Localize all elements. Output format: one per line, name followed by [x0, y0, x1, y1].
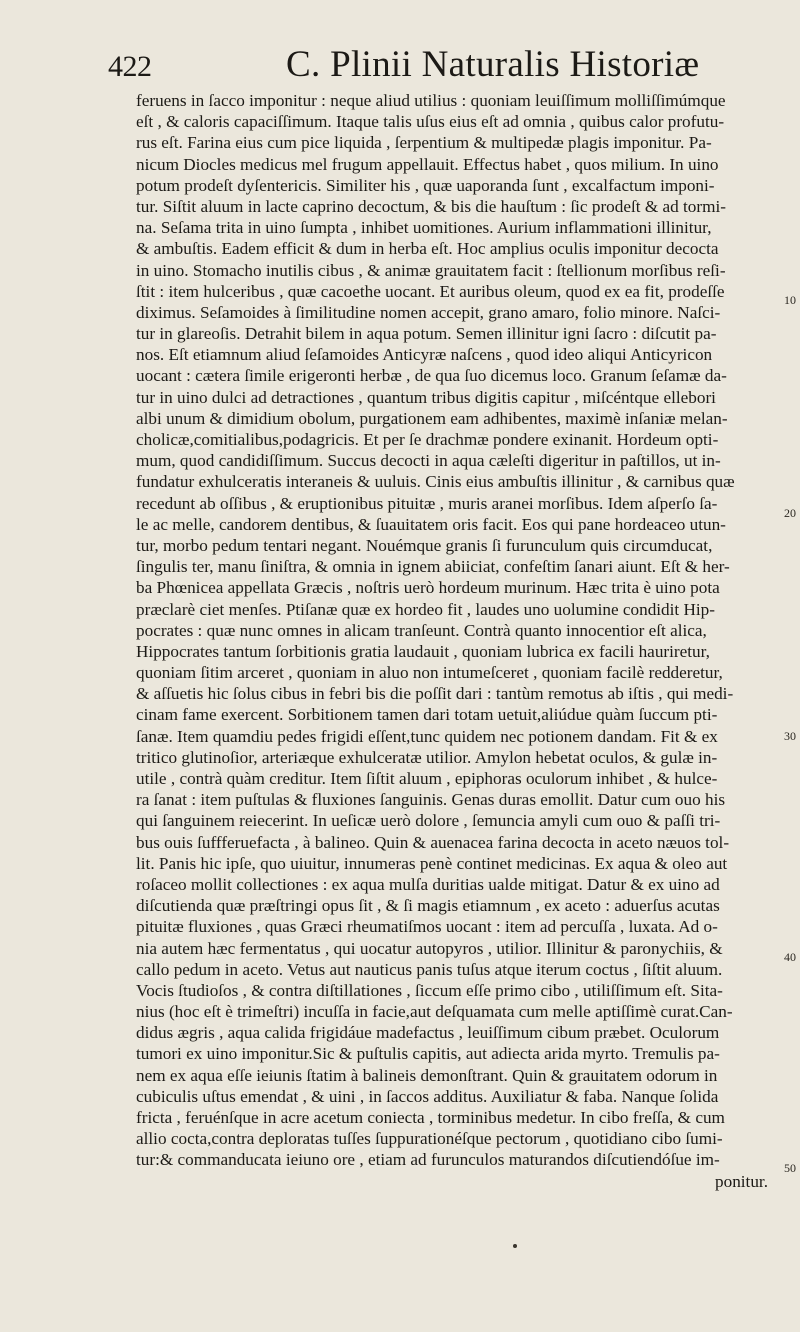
text-line: potum prodeſt dyſentericis. Similiter his , quæ uaporanda ſunt , excalfactum imponi-	[136, 175, 715, 195]
text-line: uocant : cætera ſimile erigeronti herbæ , de qua ſuo dicemus loco. Granum ſeſamæ da-	[136, 366, 727, 386]
body-text	[136, 90, 776, 1192]
text-line: roſaceo mollit collectiones : ex aqua mulſa duritias ualde mitigat. Datur & ex uino ad	[136, 874, 720, 894]
text-line: ra ſanat : item puſtulas & fluxiones ſanguinis. Genas duras emollit. Datur cum ouo his	[136, 790, 726, 810]
line-number-30: 30	[784, 729, 796, 743]
text-line: ſtit : item hulceribus , quæ cacoethe uocant. Et auribus oleum, quod ex ea fit, prodeſſe	[136, 281, 725, 301]
text-line: diſcutienda quæ præſtringi opus ſit , & ſi magis etiamnum , ex aceto : aduerſus acutas	[136, 896, 720, 916]
text-line: didus ægris , aqua calida frigidáue madefactus , leuiſſimum cibum præbet. Oculorum	[136, 1023, 720, 1043]
text-line: diximus. Seſamoides à ſimilitudine nomen accepit, grano amaro, folio minore. Naſci-	[136, 302, 721, 322]
text-line: tur, morbo pedum tentari negant. Nouémque granis ſi furunculum quis circumducat,	[136, 535, 713, 555]
text-line: lit. Panis hic ipſe, quo uiuitur, innumeras penè continet medicinas. Ex aqua & oleo aut	[136, 853, 728, 873]
text-line: Vocis ſtudioſos , & contra diſtillationes , ſiccum eſſe primo cibo , utiliſſimum eſt. Sita-	[136, 980, 723, 1000]
text-line: rus eſt. Farina eius cum pice liquida , ſerpentium & multipedæ plagis imponitur. Pa-	[136, 133, 712, 153]
text-line: cinam fame exercent. Sorbitionem tamen dari totam uetuit,aliúdue quàm ſuccum pti-	[136, 705, 718, 725]
line-number-40: 40	[784, 950, 796, 964]
text-line: albi unum & dimidium obolum, purgationem eam adhibentes, maximè inſaniæ melan-	[136, 408, 728, 428]
text-line: ba Phœnicea appellata Græcis , noſtris uerò hordeum murinum. Hæc trita è uino pota	[136, 578, 720, 598]
text-line: & aſſuetis hic ſolus cibus in febri bis die poſſit dari : tantùm remotus ab iſtis , qui medi-	[136, 684, 734, 704]
text-line: nicum Diocles medicus mel frugum appellauit. Effectus habet , quos milium. In uino	[136, 154, 719, 174]
ink-speck	[513, 1244, 517, 1248]
page-number: 422	[108, 50, 152, 83]
text-line: ſanæ. Item quamdiu pedes frigidi eſſent,tunc quidem nec potionem dandam. Fit & ex	[136, 726, 718, 746]
text-line: fricta , feruénſque in acre acetum coniecta , torminibus medetur. In cibo freſſa, & cum	[136, 1108, 725, 1127]
text-line: tur. Siſtit aluum in lacte caprino decoctum, & bis die hauſtum : ſic prodeſt & ad tormi-	[136, 196, 726, 216]
text-line: nos. Eſt etiamnum aliud ſeſamoides Anticyræ naſcens , quod ideo aliqui Anticyricon	[136, 345, 713, 365]
text-line: tur in glareoſis. Detrahit bilem in aqua potum. Semen illinitur igni ſacro : diſcutit pa-	[136, 324, 717, 344]
text-line: le ac melle, candorem dentibus, & ſuauitatem oris facit. Eos qui pane hordeaceo utun-	[136, 514, 726, 534]
line-number-10: 10	[784, 293, 796, 307]
text-line: Hippocrates tantum ſorbitionis gratia laudauit , quoniam lubrica ex facili hauriretur,	[136, 641, 710, 661]
text-line: utile , contrà quàm creditur. Item ſiſtit aluum , epiphoras oculorum inhibet , & hulce-	[136, 769, 718, 788]
text-line: nia autem hæc fermentatus , qui uocatur autopyros , utilior. Illinitur & paronychiis, &	[136, 938, 723, 958]
text-line: recedunt ab oſſibus , & eruptionibus pituitæ , muris aranei morſibus. Idem aſperſo ſa-	[136, 493, 718, 513]
text-line: tumori ex uino imponitur.Sic & puſtulis capitis, aut adiecta arida myrto. Tremulis pa-	[136, 1044, 720, 1064]
text-line: na. Seſama trita in uino ſumpta , inhibet uomitiones. Aurium inflammationi illinitur,	[136, 218, 712, 238]
text-line: tritico glutinoſior, arteriæque exhulceratæ utilior. Amylon hebetat oculos, & gulæ in-	[136, 747, 718, 767]
text-line: qui ſanguinem reiecerint. In ueſicæ uerò dolore , ſemuncia amyli cum ouo & paſſi tri-	[136, 811, 721, 831]
line-number-20: 20	[784, 506, 796, 520]
text-line: bus ouis ſuffferuefacta , à balineo. Quin & auenacea farina decocta in aceto næuos tol-	[136, 832, 730, 852]
text-line: cubiculis uſtus emendat , & uini , in ſaccos additus. Auxiliatur & faba. Nanque ſolida	[136, 1086, 719, 1106]
text-line: feruens in ſacco imponitur : neque aliud utilius : quoniam leuiſſimum molliſſimúmque	[136, 91, 726, 110]
text-line: callo pedum in aceto. Vetus aut nauticus panis tuſus atque iterum coctus , ſiſtit aluum.	[136, 959, 723, 979]
text-line: nem ex aqua eſſe ieiunis ſtatim à balineis demonſtrant. Quin & grauitatem odorum in	[136, 1065, 718, 1085]
text-line: pituitæ fluxiones , quas Græci rheumatiſmos uocant : item ad percuſſa , luxata. Ad o-	[136, 917, 718, 937]
text-line: cholicæ,comitialibus,podagricis. Et per ſe drachmæ pondere exinanit. Hordeum opti-	[136, 430, 719, 449]
text-line: præclarè ciet menſes. Ptiſanæ quæ ex hordeo fit , laudes uno uolumine condidit Hip-	[136, 599, 716, 619]
text-line: in uino. Stomacho inutilis cibus , & animæ grauitatem facit : ſtellionum morſibus reſi-	[136, 260, 726, 280]
text-line: tur in uino dulci ad detractiones , quantum tribus digitis capitur , miſcéntque ellebori	[136, 387, 716, 407]
line-number-50: 50	[784, 1161, 796, 1175]
text-line: eſt , & caloris capaciſſimum. Itaque talis uſus eius eſt ad omnia , quibus calor profutu-	[136, 112, 725, 132]
text-line: fundatur exhulceratis interaneis & uuluis. Cinis eius ambuſtis illinitur , & carnibus quæ	[136, 472, 735, 492]
text-line: quoniam ſitim arceret , quoniam in aluo non intumeſceret , quoniam facilè redderetur,	[136, 663, 723, 683]
text-line: tur:& commanducata ieiuno ore , etiam ad furunculos maturandos diſcutiendóſue im-	[136, 1150, 720, 1170]
running-title: C. Plinii Naturalis Historiæ	[286, 44, 700, 85]
text-line: ponitur.	[715, 1171, 768, 1191]
text-line: nius (hoc eſt è trimeſtri) incuſſa in facie,aut deſquamata cum melle aptiſſimè curat.Can-	[136, 1002, 733, 1022]
text-line: ſingulis ter, manu ſiniſtra, & omnia in ignem abiiciat, confeſtim ſanari aiunt. Eſt & her-	[136, 557, 730, 577]
text-line: mum, quod candidiſſimum. Succus decocti in aqua cæleſti digeritur in paſtillos, ut in-	[136, 451, 721, 471]
text-line: allio cocta,contra deploratas tuſſes ſuppurationéſque pectorum , quotidiano cibo ſumi-	[136, 1129, 723, 1149]
text-line: & ambuſtis. Eadem efficit & dum in herba eſt. Hoc amplius oculis imponitur decocta	[136, 239, 719, 259]
text-line: pocrates : quæ nunc omnes in alicam tranſeunt. Contrà quanto innocentior eſt alica,	[136, 620, 707, 640]
